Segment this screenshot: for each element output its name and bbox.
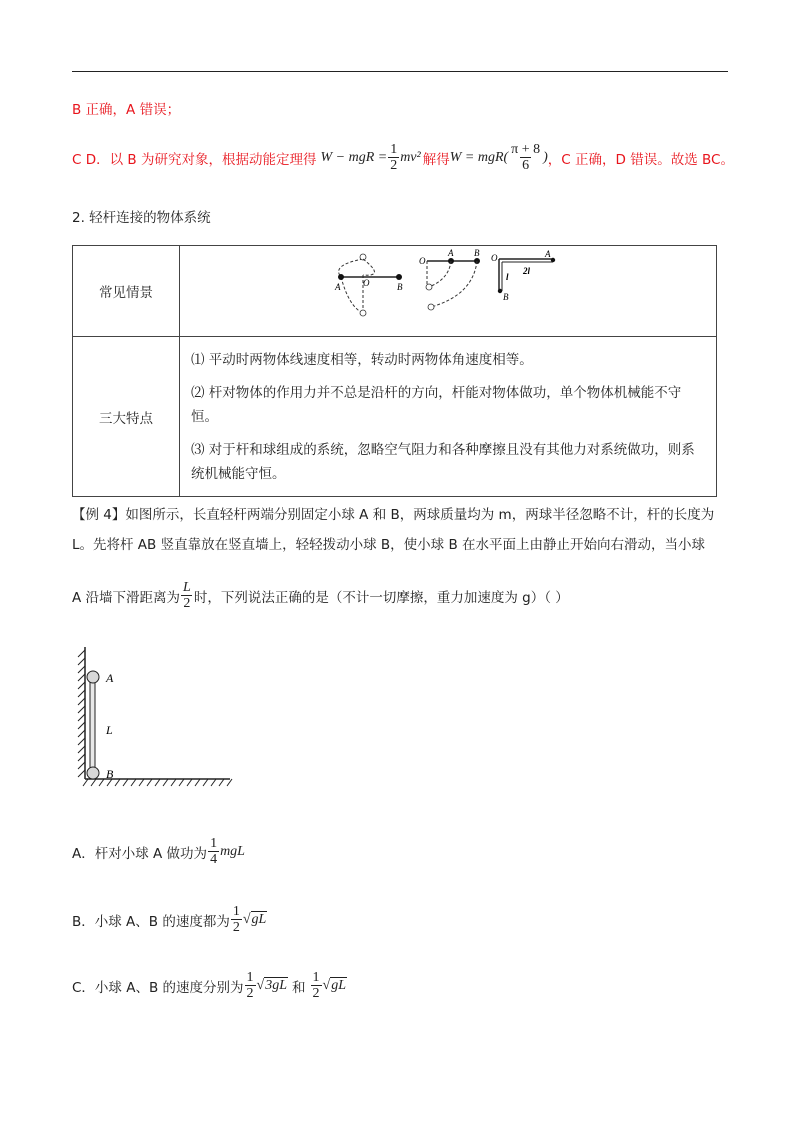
d3-label-2l: 2l	[523, 266, 531, 276]
eq2-lhs: W = mgR(	[449, 149, 509, 165]
table-row-features	[73, 337, 717, 497]
example-frac-den: 2	[183, 596, 191, 611]
example-line3-suffix: 时，下列说法正确的是（不计一切摩擦，重力加速度为 g）（ ）	[193, 589, 569, 606]
option-c-sqrt-2: √gL	[322, 977, 346, 993]
d1-label-b: B	[397, 282, 403, 292]
eq1-num: 1	[390, 142, 398, 157]
eq2-tail: )	[543, 149, 548, 165]
example-frac-num: L	[183, 580, 191, 595]
table-row-scenes	[73, 246, 717, 337]
d1-label-o: O	[363, 278, 370, 288]
d1-label-a: A	[335, 282, 341, 292]
option-a-den: 4	[210, 852, 218, 867]
scenes-cell	[180, 246, 717, 337]
option-a-tail: mgL	[220, 843, 245, 859]
scene-l-shaped-rod	[491, 249, 555, 302]
ball-b	[87, 767, 99, 779]
section-heading: 2. 轻杆连接的物体系统	[72, 210, 211, 226]
d3-label-b: B	[503, 292, 509, 302]
option-b-den: 2	[232, 920, 240, 935]
option-a-num: 1	[210, 836, 218, 851]
example-fraction	[181, 580, 193, 611]
ball-a	[87, 671, 99, 683]
fig-label-b: B	[106, 767, 114, 781]
option-c-sqrt-1: √3gL	[256, 977, 287, 993]
d3-label-o: O	[491, 253, 498, 263]
option-c-radicand-1: 3gL	[265, 977, 287, 993]
eq1-lhs: W − mgR =	[320, 149, 388, 165]
option-c-den-2: 2	[312, 986, 320, 1001]
eq1-tail: mv²	[400, 149, 421, 165]
scene-rod-pivot-end	[419, 248, 480, 310]
scenes-diagram	[181, 247, 715, 335]
option-b-radicand: gL	[251, 911, 267, 927]
scene-rod-pivot-center	[334, 254, 403, 316]
d2-label-b: B	[474, 248, 480, 258]
d2-label-o: O	[419, 256, 426, 266]
example-line3-prefix: A 沿墙下滑距离为	[72, 589, 181, 606]
solution-line-cd	[72, 142, 734, 173]
features-cell	[180, 337, 717, 497]
wall-rod-figure	[70, 645, 240, 795]
option-c-num-1: 1	[246, 970, 254, 985]
option-c-radicand-2: gL	[331, 977, 346, 993]
solution-cd-suffix: ，C 正确，D 错误。故选 BC。	[547, 151, 734, 168]
d3-label-l: l	[506, 272, 509, 282]
eq1-den: 2	[390, 158, 398, 173]
option-c-num-2: 1	[312, 970, 320, 985]
solution-cd-mid: 解得	[422, 151, 450, 168]
solution-cd-prefix: C D．以 B 为研究对象，根据动能定理得	[72, 151, 317, 168]
row-label-scenes: 常见情景	[73, 246, 180, 337]
solution-line-b: B 正确，A 错误；	[72, 102, 181, 118]
option-a-prefix: A．杆对小球 A 做功为	[72, 845, 208, 862]
eq2-den: 6	[522, 158, 530, 173]
option-b-prefix: B．小球 A、B 的速度都为	[72, 913, 230, 930]
example-line-3	[72, 580, 569, 611]
feature-1: ⑴ 平动时两物体线速度相等，转动时两物体角速度相等。	[191, 351, 533, 368]
row-label-features: 三大特点	[73, 337, 180, 497]
feature-3: ⑶ 对于杆和球组成的系统，忽略空气阻力和各种摩擦且没有其他力对系统做功，则系统机械能守恒。	[191, 441, 695, 482]
system-table	[72, 245, 717, 497]
option-b	[72, 904, 267, 935]
wall-hatching	[78, 650, 85, 777]
example-line-2: L。先将杆 AB 竖直靠放在竖直墙上，轻轻拨动小球 B，使小球 B 在水平面上由静止开始向右滑动，当小球	[72, 537, 705, 553]
option-c	[72, 970, 347, 1001]
option-c-fraction-2	[311, 970, 322, 1001]
eq1-fraction	[388, 142, 399, 173]
rod-ab	[90, 681, 95, 771]
fig-label-a: A	[106, 671, 114, 685]
eq2-num: π + 8	[511, 142, 541, 157]
feature-2: ⑵ 杆对物体的作用力并不总是沿杆的方向，杆能对物体做功，单个物体机械能不守恒。	[191, 384, 682, 425]
option-c-prefix: C．小球 A、B 的速度分别为	[72, 979, 244, 996]
option-b-sqrt: √gL	[242, 911, 267, 927]
d2-label-a: A	[448, 248, 454, 258]
fig-label-l: L	[106, 723, 113, 737]
option-c-and: 和	[292, 979, 306, 996]
d3-label-a: A	[545, 249, 551, 259]
option-b-num: 1	[232, 904, 240, 919]
option-a-fraction	[208, 836, 219, 867]
option-c-den-1: 2	[246, 986, 254, 1001]
option-a	[72, 836, 245, 867]
eq2-fraction	[509, 142, 542, 173]
header-rule	[72, 71, 728, 72]
example-line-1: 【例 4】如图所示，长直轻杆两端分别固定小球 A 和 B，两球质量均为 m，两球半径忽略不计，杆的长度为	[72, 507, 715, 523]
option-c-fraction-1	[245, 970, 256, 1001]
option-b-fraction	[231, 904, 242, 935]
